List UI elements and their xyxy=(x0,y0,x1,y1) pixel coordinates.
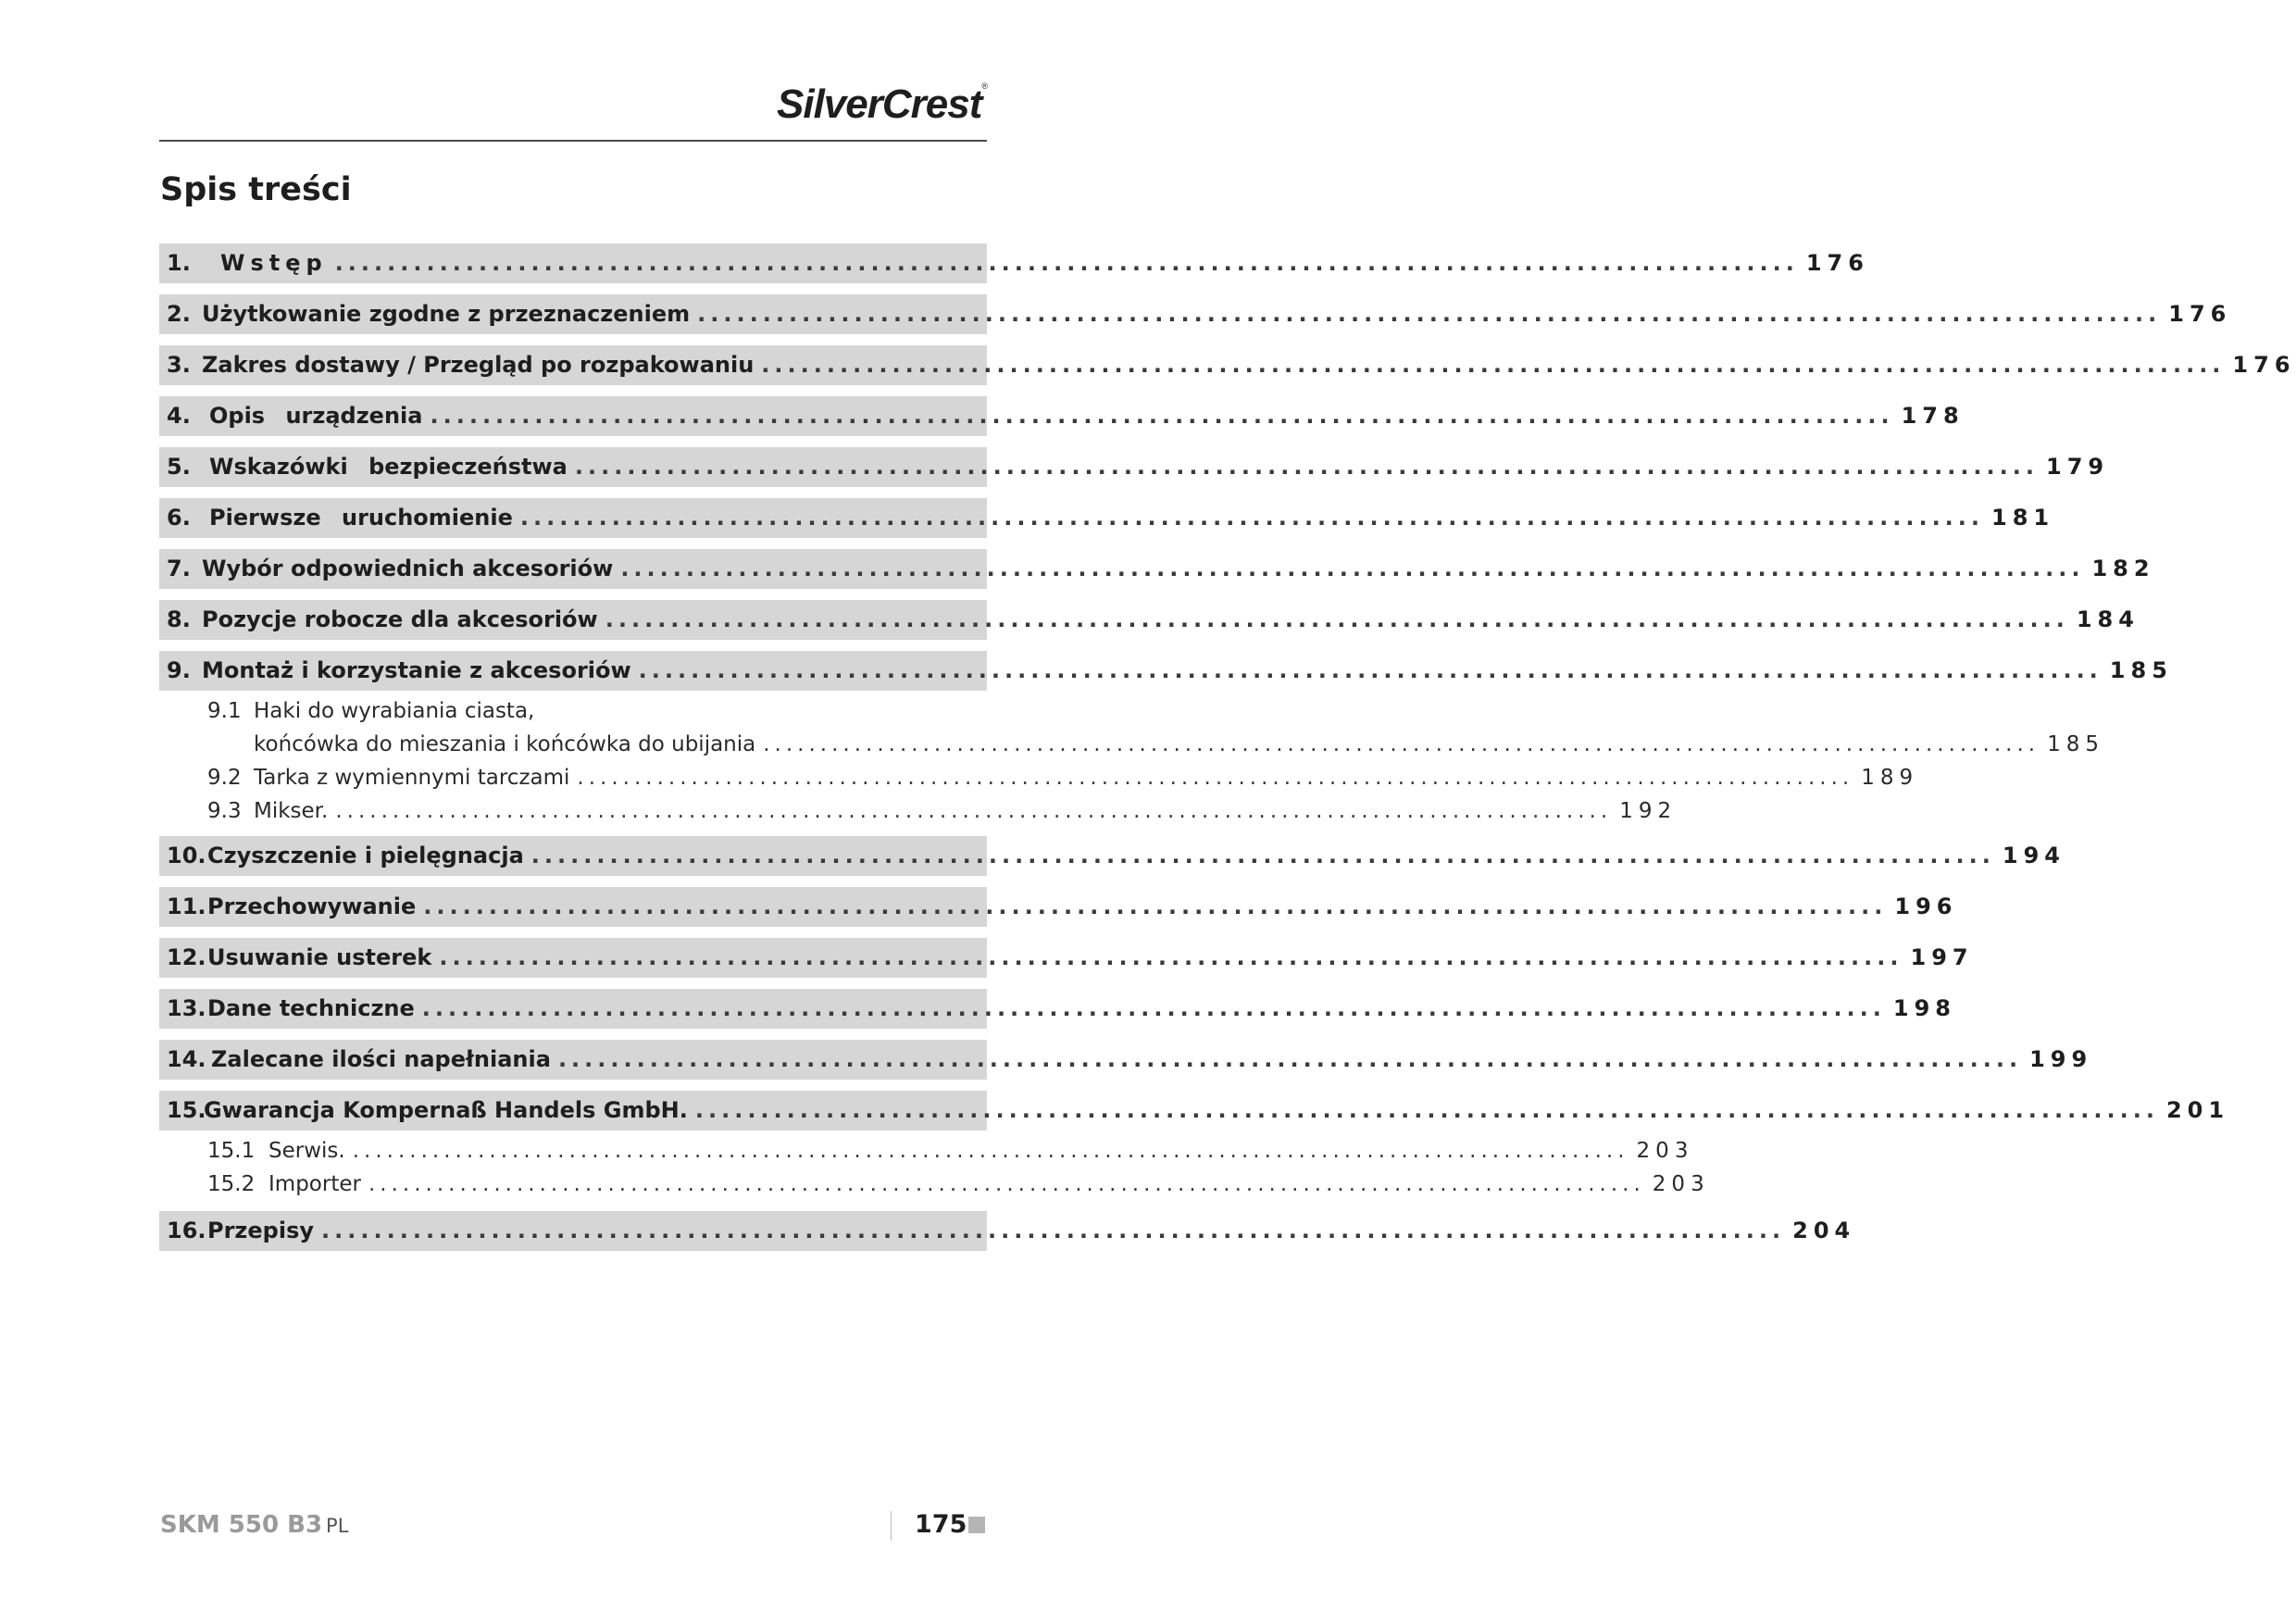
toc-entry[interactable]: 3. Zakres dostawy / Przegląd po rozpakowaniu ................................................................................................................ 176 xyxy=(167,352,2296,378)
toc-entry[interactable]: 9. Montaż i korzystanie z akcesoriów ................................................................................................................ 185 xyxy=(167,657,2173,683)
toc-entry[interactable]: 7. Wybór odpowiednich akcesoriów ................................................................................................................ 182 xyxy=(167,556,2155,581)
toc-entry[interactable]: 11. Przechowywanie ................................................................................................................ 196 xyxy=(167,893,1958,919)
footer-divider xyxy=(891,1511,892,1541)
square-marker-icon xyxy=(968,1517,985,1533)
footer-language: PL xyxy=(326,1515,349,1537)
page-title: Spis treści xyxy=(160,171,352,208)
toc-entry[interactable]: 10. Czyszczenie i pielęgnacja ................................................................................................................ 194 xyxy=(167,843,2066,868)
toc-subentry-continued[interactable]: końcówka do mieszania i końcówka do ubijania ................................................................................................................ 185 xyxy=(254,732,2104,756)
toc-entry[interactable]: 5. Wskazówki bezpieczeństwa ................................................................................................................ 179 xyxy=(167,454,2110,480)
toc-subentry[interactable]: 9.3 Mikser. ................................................................................................................ 192 xyxy=(207,799,1678,823)
toc-entry[interactable]: 15. Gwarancja Kompernaß Handels GmbH. ................................................................................................................ 201 xyxy=(167,1097,2230,1123)
page-number: 175 xyxy=(915,1510,967,1539)
toc-entry[interactable]: 4. Opis urządzenia ................................................................................................................ 178 xyxy=(167,403,1965,429)
header-divider xyxy=(159,140,987,142)
toc-entry[interactable]: 6. Pierwsze uruchomienie ................................................................................................................ 181 xyxy=(167,505,2055,531)
toc-entry[interactable]: 2. Użytkowanie zgodne z przeznaczeniem ................................................................................................................ 176 xyxy=(167,301,2232,327)
toc-entry[interactable]: 12. Usuwanie usterek ................................................................................................................ 197 xyxy=(167,944,1974,970)
toc-entry[interactable]: 16. Przepisy ................................................................................................................ 204 xyxy=(167,1218,1856,1243)
toc-subentry[interactable]: 9.2 Tarka z wymiennymi tarczami ................................................................................................................ 189 xyxy=(207,766,1919,790)
toc-subentry[interactable]: 9.1 Haki do wyrabiania ciasta, xyxy=(207,699,535,723)
footer-model: SKM 550 B3 PL xyxy=(160,1511,349,1539)
toc-entry[interactable]: 14. Zalecane ilości napełniania ................................................................................................................ 199 xyxy=(167,1046,2093,1072)
toc-entry[interactable]: 1. Wstęp ................................................................................................................ 176 xyxy=(167,250,1869,276)
toc-entry[interactable]: 13. Dane techniczne ................................................................................................................ 198 xyxy=(167,995,1957,1021)
toc-subentry[interactable]: 15.2 Importer ................................................................................................................ 203 xyxy=(207,1172,1710,1196)
toc-subentry[interactable]: 15.1 Serwis. ................................................................................................................ 203 xyxy=(207,1139,1694,1163)
toc-entry[interactable]: 8. Pozycje robocze dla akcesoriów ................................................................................................................ 184 xyxy=(167,606,2140,632)
brand-logo: SilverCrest® xyxy=(777,81,987,127)
